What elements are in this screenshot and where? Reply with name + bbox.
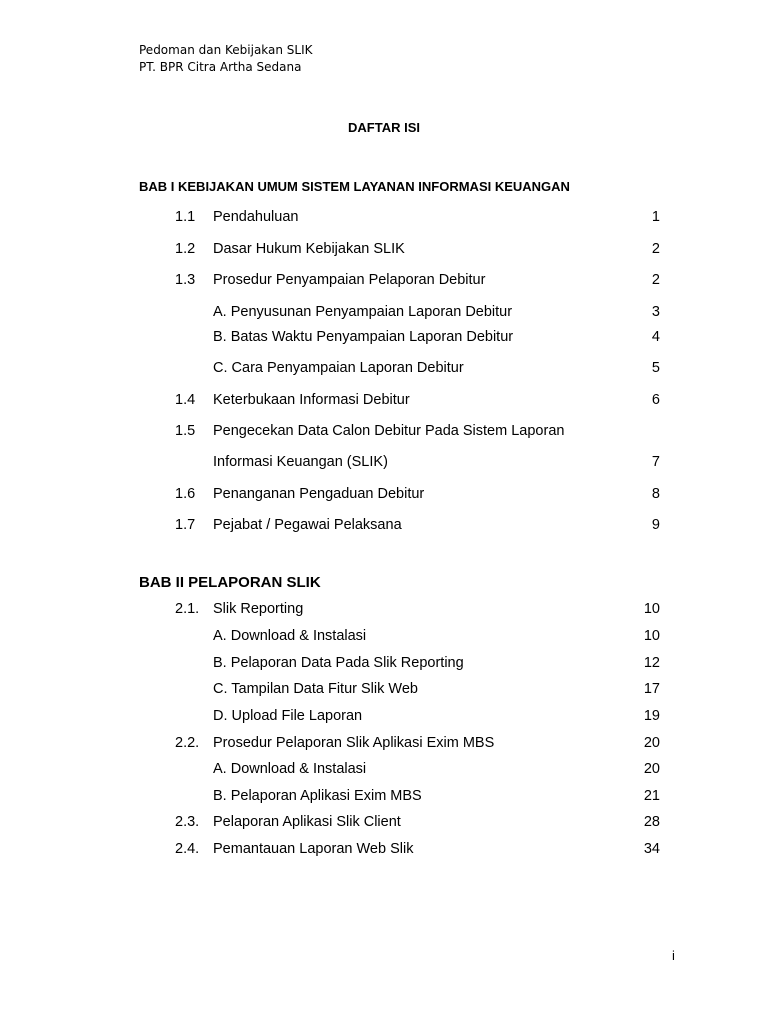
bab1-heading: BAB I KEBIJAKAN UMUM SISTEM LAYANAN INFORMASI KEUANGAN (139, 179, 570, 194)
toc-entry-page: 21 (643, 788, 660, 804)
toc-entry-page: 10 (643, 601, 660, 617)
toc-subentry (0, 761, 768, 781)
toc-entry-page: 12 (643, 655, 660, 671)
toc-entry-page: 8 (651, 486, 660, 502)
toc-entry-page: 34 (643, 841, 660, 857)
toc-entry-text: B. Pelaporan Data Pada Slik Reporting (213, 655, 464, 671)
toc-entry-text: Dasar Hukum Kebijakan SLIK (213, 241, 405, 257)
toc-entry-page: 19 (643, 708, 660, 724)
header-company: PT. BPR Citra Artha Sedana (139, 60, 302, 74)
toc-entry-page: 10 (643, 628, 660, 644)
toc-entry-text: Pengecekan Data Calon Debitur Pada Sistem Laporan (213, 423, 565, 439)
toc-entry-text: Penanganan Pengaduan Debitur (213, 486, 425, 502)
toc-entry (0, 814, 768, 834)
toc-entry-number: 1.7 (175, 517, 196, 533)
toc-entry-text: Informasi Keuangan (SLIK) (213, 454, 388, 470)
toc-subentry (0, 360, 768, 380)
toc-entry-text: Pendahuluan (213, 209, 299, 225)
toc-entry-page: 4 (651, 329, 660, 345)
toc-entry (0, 517, 768, 537)
toc-entry-text: C. Tampilan Data Fitur Slik Web (213, 681, 418, 697)
toc-entry-number: 2.1. (175, 601, 200, 617)
toc-entry (0, 423, 768, 443)
page-number: i (672, 948, 675, 963)
page-title: DAFTAR ISI (348, 120, 420, 135)
toc-entry-page: 20 (643, 761, 660, 777)
toc-subentry (0, 329, 768, 349)
toc-entry-page: 7 (651, 454, 660, 470)
toc-entry (0, 735, 768, 755)
toc-entry-page: 1 (651, 209, 660, 225)
toc-entry (0, 241, 768, 261)
toc-entry-text: B. Batas Waktu Penyampaian Laporan Debitur (213, 329, 514, 345)
toc-entry-number: 1.5 (175, 423, 196, 439)
toc-entry-text: A. Penyusunan Penyampaian Laporan Debitur (213, 304, 513, 320)
toc-subentry (0, 708, 768, 728)
toc-entry-page: 6 (651, 392, 660, 408)
toc-entry-number: 1.6 (175, 486, 196, 502)
toc-subentry (0, 304, 768, 324)
toc-entry (0, 841, 768, 861)
toc-entry-continuation (0, 454, 768, 474)
toc-entry-text: Pemantauan Laporan Web Slik (213, 841, 414, 857)
toc-entry-number: 2.4. (175, 841, 200, 857)
toc-entry-number: 1.1 (175, 209, 196, 225)
toc-entry-page: 9 (651, 517, 660, 533)
toc-subentry (0, 655, 768, 675)
toc-entry-page: 3 (651, 304, 660, 320)
toc-entry-text: B. Pelaporan Aplikasi Exim MBS (213, 788, 422, 804)
toc-entry-page: 17 (643, 681, 660, 697)
toc-entry-page: 20 (643, 735, 660, 751)
toc-entry-page: 5 (651, 360, 660, 376)
toc-entry-text: Prosedur Pelaporan Slik Aplikasi Exim MBS (213, 735, 495, 751)
toc-entry-text: C. Cara Penyampaian Laporan Debitur (213, 360, 464, 376)
toc-entry-number: 2.2. (175, 735, 200, 751)
toc-entry-number: 1.4 (175, 392, 196, 408)
toc-entry-number: 2.3. (175, 814, 200, 830)
toc-entry-text: Pelaporan Aplikasi Slik Client (213, 814, 401, 830)
toc-entry-page: 2 (651, 241, 660, 257)
toc-entry-page: 28 (643, 814, 660, 830)
toc-subentry (0, 788, 768, 808)
bab2-heading: BAB II PELAPORAN SLIK (139, 574, 321, 591)
toc-entry-text: A. Download & Instalasi (213, 761, 367, 777)
toc-entry-text: Prosedur Penyampaian Pelaporan Debitur (213, 272, 486, 288)
toc-entry-text: Keterbukaan Informasi Debitur (213, 392, 410, 408)
toc-entry-number: 1.3 (175, 272, 196, 288)
toc-entry-text: Slik Reporting (213, 601, 304, 617)
toc-entry-page: 2 (651, 272, 660, 288)
toc-entry-text: D. Upload File Laporan (213, 708, 363, 724)
toc-entry (0, 272, 768, 292)
toc-entry (0, 486, 768, 506)
toc-entry-text: A. Download & Instalasi (213, 628, 367, 644)
toc-entry (0, 209, 768, 229)
toc-subentry (0, 681, 768, 701)
toc-entry-text: Pejabat / Pegawai Pelaksana (213, 517, 402, 533)
toc-entry (0, 601, 768, 621)
header-doc-title: Pedoman dan Kebijakan SLIK (139, 43, 313, 57)
toc-entry-number: 1.2 (175, 241, 196, 257)
toc-subentry (0, 628, 768, 648)
toc-entry (0, 392, 768, 412)
